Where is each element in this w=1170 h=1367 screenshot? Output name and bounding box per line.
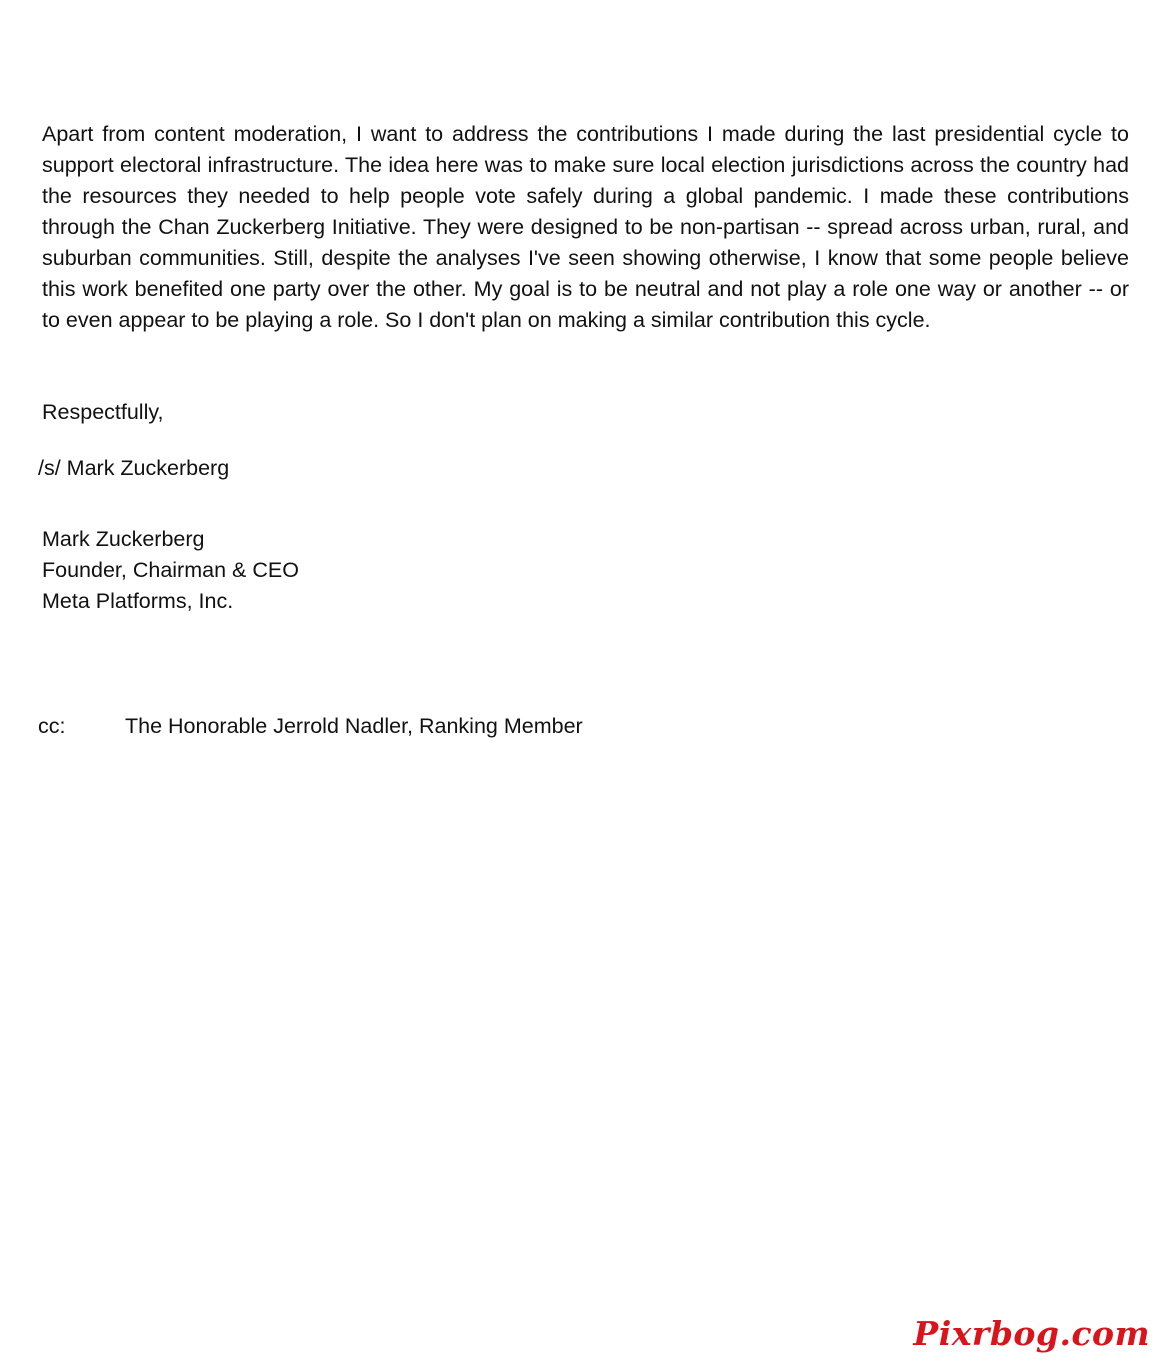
body-paragraph: Apart from content moderation, I want to address the contributions I made during the last presidential cycle to support electoral infrastructure. The idea here was to make sure local election jurisdictions across the country had the resources they needed to help people vote safely during a global pandemic. I made these contributions through the Chan Zuckerberg Initiative. They were designed to be non-partisan -- spread across urban, rural, and suburban communities. Still, despite the analyses I've seen showing otherwise, I know that some people believe this work benefited one party over the other. My goal is to be neutral and not play a role one way or another -- or to even appear to be playing a role. So I don't plan on making a similar contribution this cycle. xyxy=(42,122,1129,332)
signer-company: Meta Platforms, Inc. xyxy=(42,589,234,613)
cc-label: cc: xyxy=(38,714,66,738)
cc-recipient: The Honorable Jerrold Nadler, Ranking Member xyxy=(125,714,583,738)
signer-name: Mark Zuckerberg xyxy=(42,527,205,551)
cc-line xyxy=(38,711,583,742)
watermark: Pixrbog.com xyxy=(913,1314,1150,1353)
signer-title: Founder, Chairman & CEO xyxy=(42,558,299,582)
electronic-signature: /s/ Mark Zuckerberg xyxy=(38,456,230,480)
closing-salutation: Respectfully, xyxy=(42,400,164,424)
signature-block xyxy=(42,524,299,617)
